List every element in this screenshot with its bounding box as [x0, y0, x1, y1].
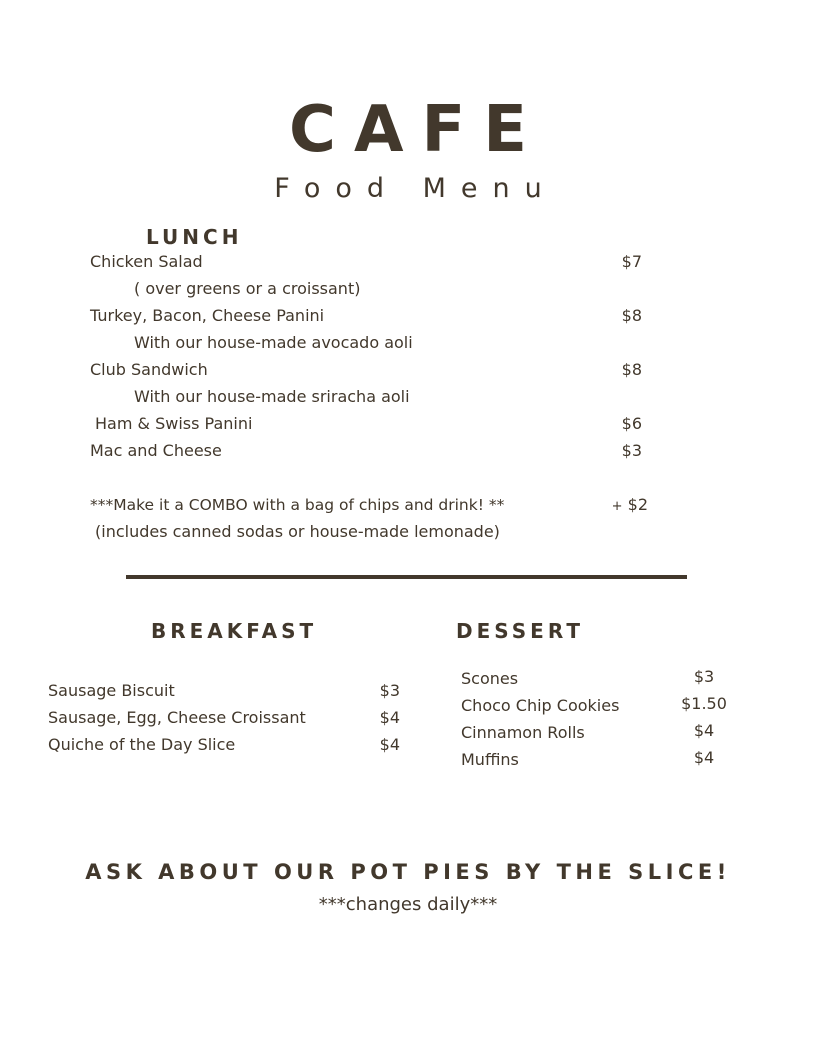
- breakfast-item-price: $4: [379, 708, 400, 727]
- dessert-item-name: Cinnamon Rolls: [461, 723, 585, 742]
- section-divider: [126, 575, 687, 579]
- breakfast-item-name: Sausage, Egg, Cheese Croissant: [48, 708, 306, 727]
- dessert-item-price: $4: [693, 721, 715, 740]
- lunch-item-name: Club Sandwich: [90, 360, 208, 379]
- lunch-section-title: LUNCH: [146, 225, 243, 249]
- changes-daily-note: ***changes daily***: [318, 894, 498, 915]
- lunch-item-note: ( over greens or a croissant): [134, 279, 361, 298]
- dessert-item-price: $1.50: [681, 694, 727, 713]
- combo-price: [596, 494, 648, 518]
- lunch-item-price: $8: [621, 360, 642, 379]
- combo-note: (includes canned sodas or house-made lemonade): [95, 522, 500, 541]
- menu-title: CAFE: [289, 93, 545, 167]
- breakfast-item-price: $4: [379, 735, 400, 754]
- breakfast-item-price: $3: [379, 681, 400, 700]
- lunch-item-price: $6: [621, 414, 642, 433]
- dessert-section-title: DESSERT: [456, 619, 584, 643]
- combo-price-prefix: +: [611, 499, 623, 514]
- combo-price-value: $2: [627, 495, 648, 514]
- combo-offer-text: ***Make it a COMBO with a bag of chips and drink! **: [90, 496, 505, 514]
- dessert-item-price: $4: [693, 748, 715, 767]
- breakfast-section-title: BREAKFAST: [151, 619, 318, 643]
- breakfast-item-name: Sausage Biscuit: [48, 681, 175, 700]
- dessert-item-price: $3: [693, 667, 715, 686]
- lunch-item-name: Mac and Cheese: [90, 441, 222, 460]
- breakfast-item-name: Quiche of the Day Slice: [48, 735, 236, 754]
- lunch-item-name: Ham & Swiss Panini: [95, 414, 253, 433]
- lunch-item-name: Turkey, Bacon, Cheese Panini: [90, 306, 325, 325]
- lunch-item-name: Chicken Salad: [90, 252, 203, 271]
- dessert-item-name: Muffins: [461, 750, 519, 769]
- dessert-item-name: Scones: [461, 669, 519, 688]
- dessert-item-name: Choco Chip Cookies: [461, 696, 620, 715]
- lunch-item-note: With our house-made avocado aoli: [134, 333, 413, 352]
- lunch-item-price: $7: [621, 252, 642, 271]
- pot-pie-banner: ASK ABOUT OUR POT PIES BY THE SLICE!: [85, 860, 731, 884]
- lunch-item-price: $3: [621, 441, 642, 460]
- menu-subtitle: Food Menu: [274, 173, 557, 204]
- lunch-item-price: $8: [621, 306, 642, 325]
- lunch-item-note: With our house-made sriracha aoli: [134, 387, 410, 406]
